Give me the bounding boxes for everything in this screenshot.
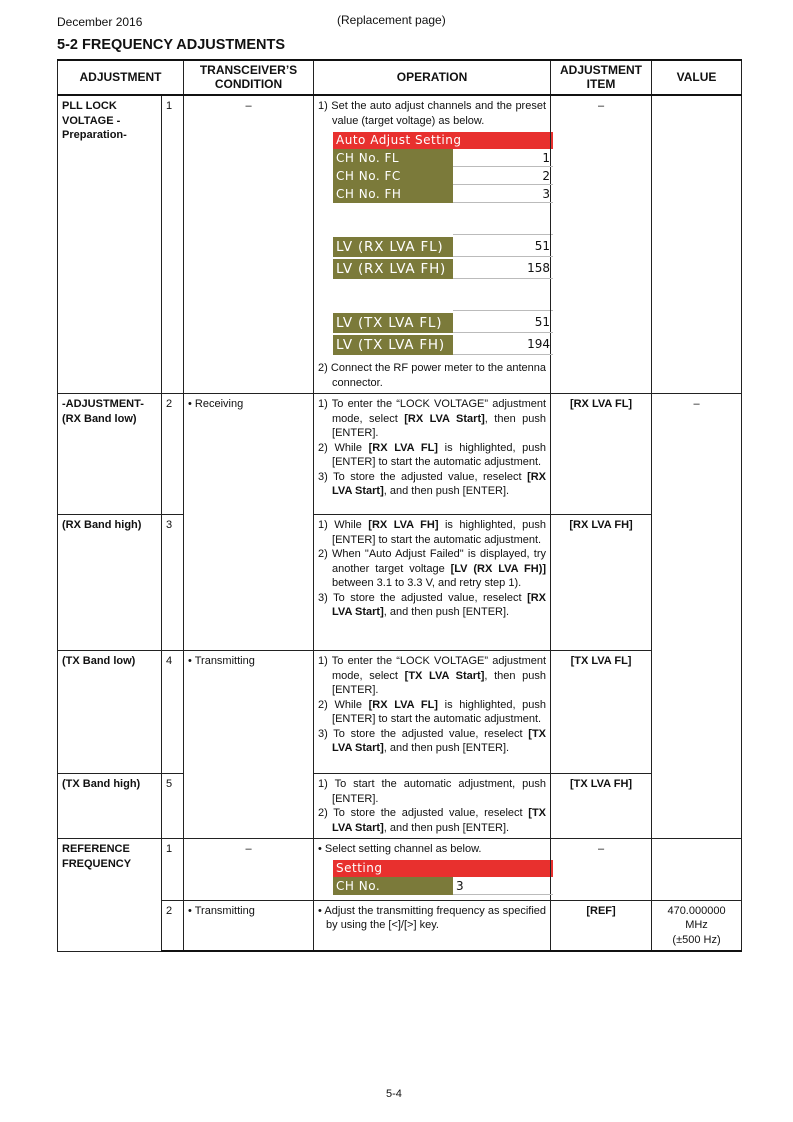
section-title: 5-2 FREQUENCY ADJUSTMENTS	[57, 37, 286, 53]
condition: –	[184, 95, 314, 394]
auto-adjust-setting-screen	[333, 132, 553, 355]
adjustment-value	[652, 900, 742, 951]
condition: • Transmitting	[184, 900, 314, 951]
screen-value: 158	[453, 258, 553, 279]
operation-step: 2) To store the adjusted value, reselect [TX LVA Start], and then push [ENTER].	[318, 807, 547, 834]
screen-label: CH No.	[333, 877, 453, 895]
operation	[314, 515, 551, 651]
operation-step: 3) To store the adjusted value, reselect [TX LVA Start], and then push [ENTER].	[318, 727, 547, 754]
screen-label: LV (RX LVA FH)	[333, 259, 453, 279]
col-header-operation: OPERATION	[314, 60, 551, 95]
frequency-adjustment-table	[57, 59, 742, 952]
page-number: 5-4	[386, 1088, 402, 1100]
operation-step: 2) Connect the RF power meter to the antenna connector.	[318, 362, 547, 389]
operation-step: 3) To store the adjusted value, reselect [RX LVA Start], and then push [ENTER].	[318, 591, 547, 618]
condition: • Receiving	[184, 394, 314, 651]
operation-step: • Adjust the transmitting frequency as specified by using the [<]/[>] key.	[318, 904, 547, 931]
screen-row	[333, 235, 553, 257]
operation-step: 2) While [RX LVA FL] is highlighted, push [ENTER] to start the automatic adjustment.	[318, 698, 547, 725]
step-number: 1	[162, 839, 184, 901]
col-header-condition: TRANSCEIVER’S CONDITION	[184, 60, 314, 95]
screen-title: Auto Adjust Setting	[333, 132, 553, 149]
operation-step: 1) While [RX LVA FH] is highlighted, push [ENTER] to start the automatic adjustment.	[318, 519, 547, 546]
screen-label: LV (RX LVA FL)	[333, 237, 453, 257]
adjustment-item: [TX LVA FL]	[551, 651, 652, 774]
screen-value: 2	[453, 167, 553, 185]
table-row	[58, 515, 742, 651]
adjustment-item: [REF]	[551, 900, 652, 951]
screen-label: LV (TX LVA FH)	[333, 335, 453, 355]
screen-row	[333, 167, 553, 185]
screen-label: CH No. FC	[333, 167, 453, 185]
value-unit: MHz	[685, 919, 708, 931]
replacement-note: (Replacement page)	[337, 13, 446, 27]
operation	[314, 774, 551, 839]
table-row	[58, 95, 742, 394]
screen-title: Setting	[333, 860, 553, 877]
screen-row	[333, 333, 553, 355]
operation-step: 2) When "Auto Adjust Failed" is displayed, try another target voltage [LV (RX LVA FH)] between 3.1 to 3.3 V, and retry step 1).	[318, 548, 547, 589]
step-number: 1	[162, 95, 184, 394]
table-header-row	[58, 60, 742, 95]
col-header-value: VALUE	[652, 60, 742, 95]
screen-row	[333, 149, 553, 167]
operation	[314, 95, 551, 394]
adjustment-value	[652, 839, 742, 901]
condition: –	[184, 839, 314, 901]
adjustment-name: REFERENCE FREQUENCY	[58, 839, 162, 952]
adjustment-name: (TX Band low)	[58, 651, 162, 774]
col-header-adjustment: ADJUSTMENT	[58, 60, 184, 95]
value-frequency: 470.000000	[667, 904, 726, 917]
operation	[314, 394, 551, 515]
operation	[314, 651, 551, 774]
operation-step: 1) Set the auto adjust channels and the preset value (target voltage) as below.	[318, 100, 547, 127]
step-number: 2	[162, 900, 184, 951]
operation-step: 1) To start the automatic adjustment, push [ENTER].	[318, 778, 547, 805]
table-row	[58, 394, 742, 515]
screen-label: CH No. FH	[333, 185, 453, 203]
screen-value: 3	[453, 185, 553, 203]
screen-value: 51	[453, 236, 553, 257]
adjustment-item: –	[551, 839, 652, 901]
screen-row	[333, 311, 553, 333]
value-tolerance: (±500 Hz)	[672, 933, 721, 946]
operation-step: 1) To enter the “LOCK VOLTAGE” adjustment mode, select [RX LVA Start], then push [ENTER].	[318, 398, 547, 439]
adjustment-name: (TX Band high)	[58, 774, 162, 839]
screen-value: 51	[453, 312, 553, 333]
screen-label: CH No. FL	[333, 149, 453, 167]
adjustment-item: –	[551, 95, 652, 394]
adjustment-name: (RX Band high)	[58, 515, 162, 651]
step-number: 5	[162, 774, 184, 839]
screen-row	[333, 877, 553, 895]
step-number: 3	[162, 515, 184, 651]
table-row	[58, 774, 742, 839]
adjustment-name: -ADJUSTMENT- (RX Band low)	[58, 394, 162, 515]
operation-step: 1) To enter the “LOCK VOLTAGE” adjustment mode, select [TX LVA Start], then push [ENTER].	[318, 655, 547, 696]
screen-label: LV (TX LVA FL)	[333, 313, 453, 333]
adjustment-name: PLL LOCK VOLTAGE -Preparation-	[58, 95, 162, 394]
table-row	[58, 839, 742, 901]
operation-step: 2) While [RX LVA FL] is highlighted, push [ENTER] to start the automatic adjustment.	[318, 441, 547, 468]
adjustment-value: –	[652, 394, 742, 839]
screen-row	[333, 257, 553, 279]
step-number: 4	[162, 651, 184, 774]
table-row	[58, 651, 742, 774]
setting-screen	[333, 860, 553, 895]
col-header-item: ADJUSTMENT ITEM	[551, 60, 652, 95]
screen-row	[333, 185, 553, 203]
operation-step: 3) To store the adjusted value, reselect [RX LVA Start], and then push [ENTER].	[318, 470, 547, 497]
screen-value: 1	[453, 149, 553, 167]
operation	[314, 839, 551, 901]
operation-step: • Select setting channel as below.	[318, 843, 482, 855]
operation	[314, 900, 551, 951]
adjustment-item: [RX LVA FH]	[551, 515, 652, 651]
adjustment-item: [TX LVA FH]	[551, 774, 652, 839]
adjustment-item: [RX LVA FL]	[551, 394, 652, 515]
screen-value: 194	[453, 334, 553, 355]
step-number: 2	[162, 394, 184, 515]
screen-value: 3	[453, 877, 553, 895]
adjustment-value	[652, 95, 742, 394]
condition: • Transmitting	[184, 651, 314, 839]
header-date: December 2016	[57, 15, 143, 29]
